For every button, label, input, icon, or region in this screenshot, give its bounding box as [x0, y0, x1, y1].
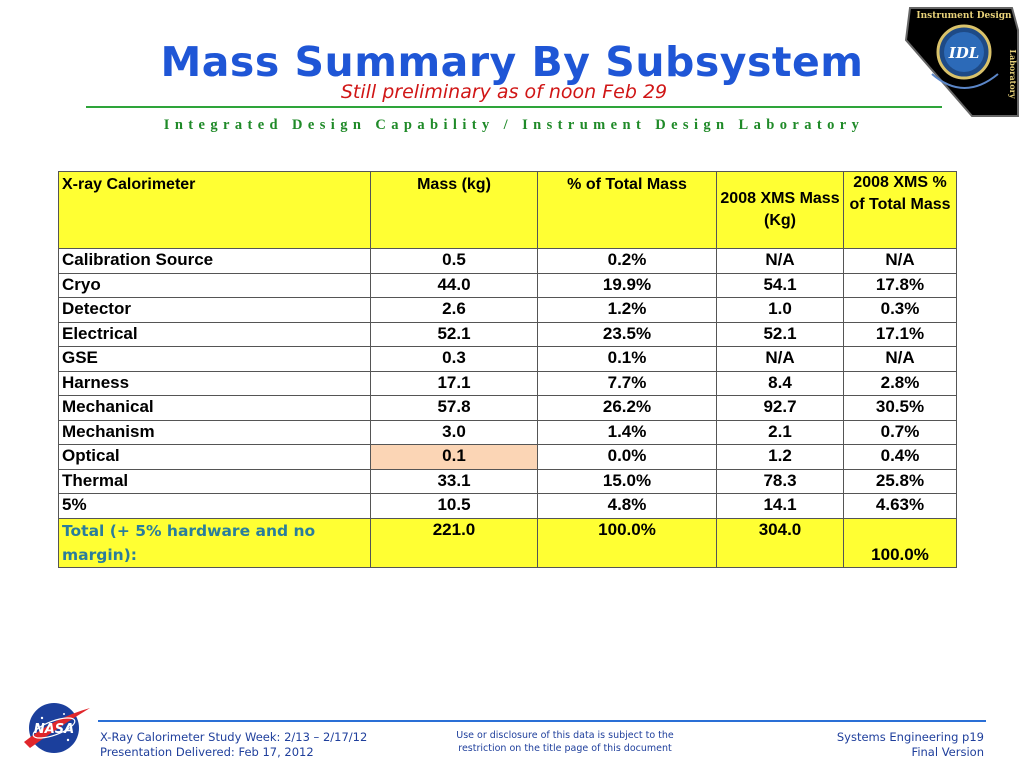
cell-xms-percent: 2.8%: [844, 371, 957, 396]
cell-subsystem: Electrical: [59, 322, 371, 347]
idl-logo: [902, 4, 1020, 120]
cell-subsystem: Harness: [59, 371, 371, 396]
cell-subsystem: Mechanical: [59, 396, 371, 421]
cell-xms-mass: 54.1: [717, 273, 844, 298]
cell-mass-kg: 0.3: [371, 347, 538, 372]
cell-mass-kg: 0.5: [371, 249, 538, 274]
header-mass-kg: Mass (kg): [371, 172, 538, 249]
cell-percent-total: 7.7%: [538, 371, 717, 396]
cell-mass-kg: 44.0: [371, 273, 538, 298]
cell-mass-kg: 0.1: [371, 445, 538, 470]
table-header-row: [59, 172, 957, 249]
cell-percent-total: 0.0%: [538, 445, 717, 470]
slide-title: Mass Summary By Subsystem: [160, 38, 864, 86]
cell-xms-mass: N/A: [717, 347, 844, 372]
cell-mass-kg: 33.1: [371, 469, 538, 494]
cell-percent-total: 1.4%: [538, 420, 717, 445]
total-xms-mass: 304.0: [717, 518, 844, 567]
total-percent-total: 100.0%: [538, 518, 717, 567]
total-mass-kg: 221.0: [371, 518, 538, 567]
cell-percent-total: 0.1%: [538, 347, 717, 372]
nasa-logo-text: NASA: [33, 722, 75, 737]
cell-xms-mass: 2.1: [717, 420, 844, 445]
header-2008-xms-percent: 2008 XMS % of Total Mass: [844, 172, 957, 249]
cell-xms-percent: N/A: [844, 347, 957, 372]
cell-xms-percent: 17.1%: [844, 322, 957, 347]
cell-subsystem: GSE: [59, 347, 371, 372]
cell-xms-mass: 78.3: [717, 469, 844, 494]
total-subsystem: Total (+ 5% hardware and no margin):: [59, 518, 371, 567]
table-row: [59, 494, 957, 519]
table-row: [59, 469, 957, 494]
cell-mass-kg: 17.1: [371, 371, 538, 396]
cell-xms-mass: 1.0: [717, 298, 844, 323]
cell-xms-percent: 17.8%: [844, 273, 957, 298]
table-row: [59, 249, 957, 274]
cell-percent-total: 4.8%: [538, 494, 717, 519]
table-row: [59, 396, 957, 421]
total-xms-percent: 100.0%: [844, 518, 957, 567]
idl-logo-side-text: Laboratory: [1008, 49, 1018, 99]
footer-version: Final Version: [911, 745, 984, 759]
cell-xms-mass: N/A: [717, 249, 844, 274]
cell-subsystem: 5%: [59, 494, 371, 519]
cell-xms-mass: 14.1: [717, 494, 844, 519]
cell-xms-percent: N/A: [844, 249, 957, 274]
footer-page-label: Systems Engineering p19: [836, 730, 984, 744]
table-row: [59, 420, 957, 445]
footer-left: [100, 730, 367, 760]
nasa-meatball-logo: [20, 696, 92, 756]
cell-percent-total: 23.5%: [538, 322, 717, 347]
cell-xms-percent: 30.5%: [844, 396, 957, 421]
cell-subsystem: Cryo: [59, 273, 371, 298]
cell-mass-kg: 2.6: [371, 298, 538, 323]
cell-mass-kg: 52.1: [371, 322, 538, 347]
footer-disclaimer-line2: restriction on the title page of this document: [458, 743, 672, 754]
table-row: [59, 445, 957, 470]
footer-study-week: X-Ray Calorimeter Study Week: 2/13 – 2/17/12: [100, 730, 368, 744]
footer-right: [837, 730, 984, 760]
table-row: [59, 298, 957, 323]
cell-mass-kg: 57.8: [371, 396, 538, 421]
cell-xms-percent: 0.7%: [844, 420, 957, 445]
cell-mass-kg: 10.5: [371, 494, 538, 519]
header-percent-total: % of Total Mass: [538, 172, 717, 249]
mass-summary-table: [58, 171, 957, 568]
idl-logo-monogram: IDL: [948, 44, 980, 62]
idl-logo-top-text: Instrument Design: [916, 11, 1012, 21]
table-row: [59, 371, 957, 396]
cell-xms-percent: 25.8%: [844, 469, 957, 494]
title-divider: [86, 106, 942, 108]
header-2008-xms-mass: 2008 XMS Mass (Kg): [717, 172, 844, 249]
cell-percent-total: 15.0%: [538, 469, 717, 494]
table-total-row: [59, 518, 957, 567]
cell-subsystem: Optical: [59, 445, 371, 470]
table-row: [59, 322, 957, 347]
cell-subsystem: Calibration Source: [59, 249, 371, 274]
footer-disclaimer: [420, 729, 710, 755]
slide-subtitle: Still preliminary as of noon Feb 29: [340, 81, 668, 103]
cell-percent-total: 19.9%: [538, 273, 717, 298]
table-row: [59, 273, 957, 298]
cell-xms-percent: 0.3%: [844, 298, 957, 323]
table-row: [59, 347, 957, 372]
cell-percent-total: 1.2%: [538, 298, 717, 323]
cell-xms-mass: 52.1: [717, 322, 844, 347]
header-subsystem: X-ray Calorimeter: [59, 172, 371, 249]
cell-subsystem: Mechanism: [59, 420, 371, 445]
cell-percent-total: 26.2%: [538, 396, 717, 421]
cell-xms-mass: 8.4: [717, 371, 844, 396]
footer-divider: [98, 720, 986, 722]
cell-mass-kg: 3.0: [371, 420, 538, 445]
cell-xms-percent: 4.63%: [844, 494, 957, 519]
cell-subsystem: Thermal: [59, 469, 371, 494]
cell-xms-mass: 92.7: [717, 396, 844, 421]
footer-presentation-date: Presentation Delivered: Feb 17, 2012: [100, 745, 314, 759]
cell-xms-percent: 0.4%: [844, 445, 957, 470]
slide-tagline: Integrated Design Capability / Instrument Design Laboratory: [163, 117, 865, 133]
cell-percent-total: 0.2%: [538, 249, 717, 274]
footer-disclaimer-line1: Use or disclosure of this data is subject to the: [456, 730, 674, 741]
cell-xms-mass: 1.2: [717, 445, 844, 470]
cell-subsystem: Detector: [59, 298, 371, 323]
